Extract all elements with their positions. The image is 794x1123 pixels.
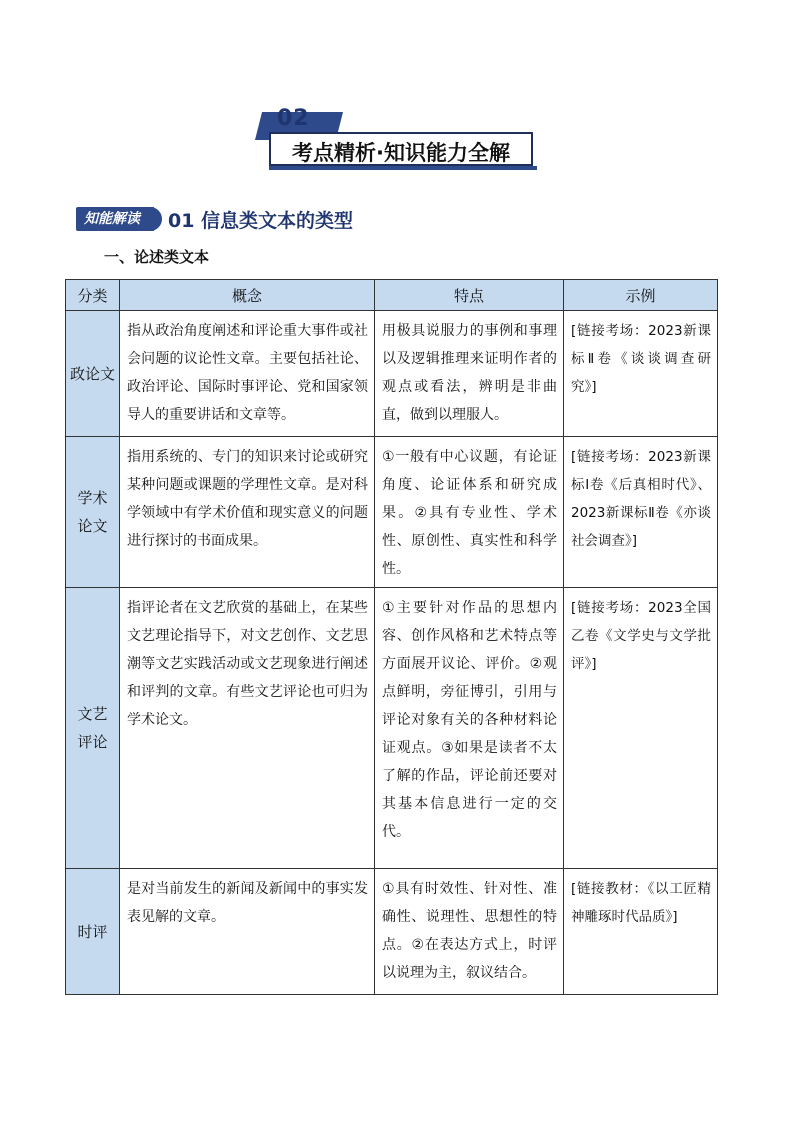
chapter-number: 02 [277, 106, 310, 131]
row-features: 用极具说服力的事例和事理以及逻辑推理来证明作者的观点或看法，辨明是非曲直，做到以理服人。 [375, 311, 564, 437]
text-types-table [65, 279, 718, 995]
row-example: [链接考场：2023新课标Ⅰ卷《后真相时代》、2023新课标Ⅱ卷《亦谈社会调查》] [564, 437, 718, 588]
row-concept: 指用系统的、专门的知识来讨论或研究某种问题或课题的学理性文章。是对科学领域中有学术价值和现实意义的问题进行探讨的书面成果。 [120, 437, 375, 588]
chapter-title: 考点精析·知识能力全解 [292, 141, 510, 165]
section-title: 01 信息类文本的类型 [168, 209, 354, 232]
row-example: [链接教材：《以工匠精神雕琢时代品质》] [564, 869, 718, 995]
row-category: 学术论文 [66, 437, 120, 588]
row-category: 政论文 [66, 311, 120, 437]
table-row [66, 311, 718, 437]
row-category: 文艺评论 [66, 588, 120, 869]
table-row [66, 869, 718, 995]
section-heading [76, 206, 353, 232]
row-category: 时评 [66, 869, 120, 995]
banner-title-box [269, 132, 533, 166]
row-concept: 指从政治角度阐述和评论重大事件或社会问题的议论性文章。主要包括社论、政治评论、国际时事评论、党和国家领导人的重要讲话和文章等。 [120, 311, 375, 437]
row-features: ①主要针对作品的思想内容、创作风格和艺术特点等方面展开议论、评价。②观点鲜明，旁征博引，引用与评论对象有关的各种材料论证观点。③如果是读者不太了解的作品，评论前还要对其基本信息进行一定的交代。 [375, 588, 564, 869]
table-row [66, 588, 718, 869]
table-header-row [66, 280, 718, 311]
row-features: ①具有时效性、针对性、准确性、说理性、思想性的特点。②在表达方式上，时评以说理为主，叙议结合。 [375, 869, 564, 995]
chapter-banner [255, 104, 540, 168]
row-features: ①一般有中心议题，有论证角度、论证体系和研究成果。②具有专业性、学术性、原创性、真实性和科学性。 [375, 437, 564, 588]
subsection-title: 一、论述类文本 [104, 248, 210, 266]
row-example: [链接考场：2023新课标Ⅱ卷《谈谈调查研究》] [564, 311, 718, 437]
header-features: 特点 [375, 280, 564, 311]
header-category: 分类 [66, 280, 120, 311]
row-example: [链接考场：2023全国乙卷《文学史与文学批评》] [564, 588, 718, 869]
row-concept: 是对当前发生的新闻及新闻中的事实发表见解的文章。 [120, 869, 375, 995]
section-tag: 知能解读 [76, 207, 154, 231]
row-concept: 指评论者在文艺欣赏的基础上，在某些文艺理论指导下，对文艺创作、文艺思潮等文艺实践活动或文艺现象进行阐述和评判的文章。有些文艺评论也可归为学术论文。 [120, 588, 375, 869]
header-example: 示例 [564, 280, 718, 311]
table-row [66, 437, 718, 588]
header-concept: 概念 [120, 280, 375, 311]
